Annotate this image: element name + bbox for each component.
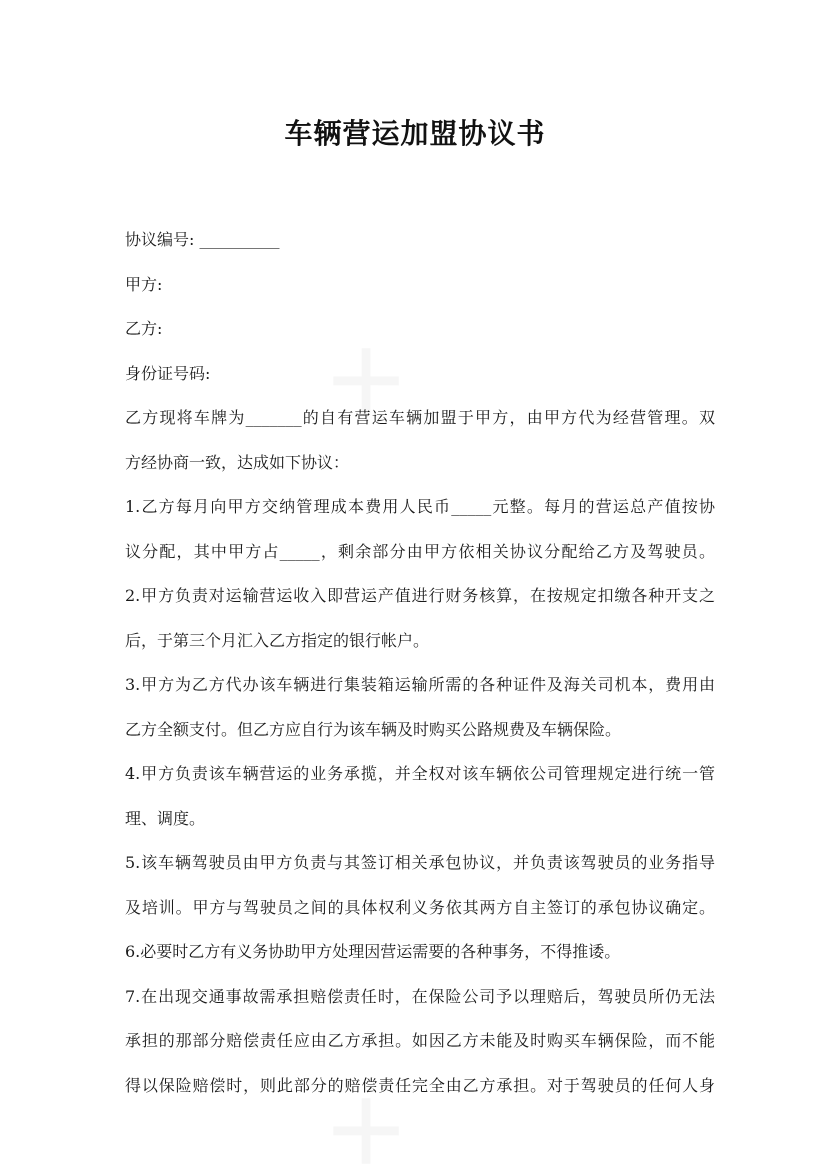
paragraph-line: 议分配，其中甲方占_____，剩余部分由甲方依相关协议分配给乙方及驾驶员。	[125, 541, 715, 561]
paragraph-line: 乙方全额支付。但乙方应自行为该车辆及时购买公路规费及车辆保险。	[125, 719, 622, 739]
party-a-field: 甲方:	[125, 274, 163, 294]
paragraph-line: 6.必要时乙方有义务协助甲方处理因营运需要的各种事务，不得推诿。	[125, 942, 621, 961]
paragraph-line: 3.甲方为乙方代办该车辆进行集装箱运输所需的各种证件及海关司机本，费用由	[125, 675, 715, 694]
id-number-field: 身份证号码:	[125, 363, 211, 383]
paragraph-line: 方经协商一致，达成如下协议：	[125, 452, 350, 472]
paragraph-line: 5.该车辆驾驶员由甲方负责与其签订相关承包协议，并负责该驾驶员的业务指导	[125, 853, 715, 872]
paragraph-line: 及培训。甲方与驾驶员之间的具体权利义务依其两方自主签订的承包协议确定。	[125, 897, 715, 917]
paragraph-line: 1.乙方每月向甲方交纳管理成本费用人民币_____元整。每月的营运总产值按协	[125, 497, 715, 516]
agreement-number-field: 协议编号: __________	[125, 230, 280, 249]
party-b-field: 乙方:	[125, 319, 163, 338]
paragraph-line: 2.甲方负责对运输营运收入即营运产值进行财务核算，在按规定扣缴各种开支之	[125, 586, 715, 605]
paragraph-line: 理、调度。	[125, 808, 206, 828]
paragraph-line: 7.在出现交通事故需承担赔偿责任时，在保险公司予以理赔后，驾驶员所仍无法	[125, 986, 715, 1006]
paragraph-line: 得以保险赔偿时，则此部分的赔偿责任完全由乙方承担。对于驾驶员的任何人身	[125, 1075, 715, 1095]
document-title: 车辆营运加盟协议书	[284, 117, 546, 150]
paragraph-line: 乙方现将车牌为_______的自有营运车辆加盟于甲方，由甲方代为经营管理。双	[125, 408, 715, 427]
paragraph-line: 承担的那部分赔偿责任应由乙方承担。如因乙方未能及时购买车辆保险，而不能	[125, 1031, 715, 1050]
document-body	[125, 218, 715, 1108]
paragraph-line: 后，于第三个月汇入乙方指定的银行帐户。	[125, 630, 430, 650]
paragraph-line: 4.甲方负责该车辆营运的业务承揽，并全权对该车辆依公司管理规定进行统一管	[125, 764, 715, 783]
